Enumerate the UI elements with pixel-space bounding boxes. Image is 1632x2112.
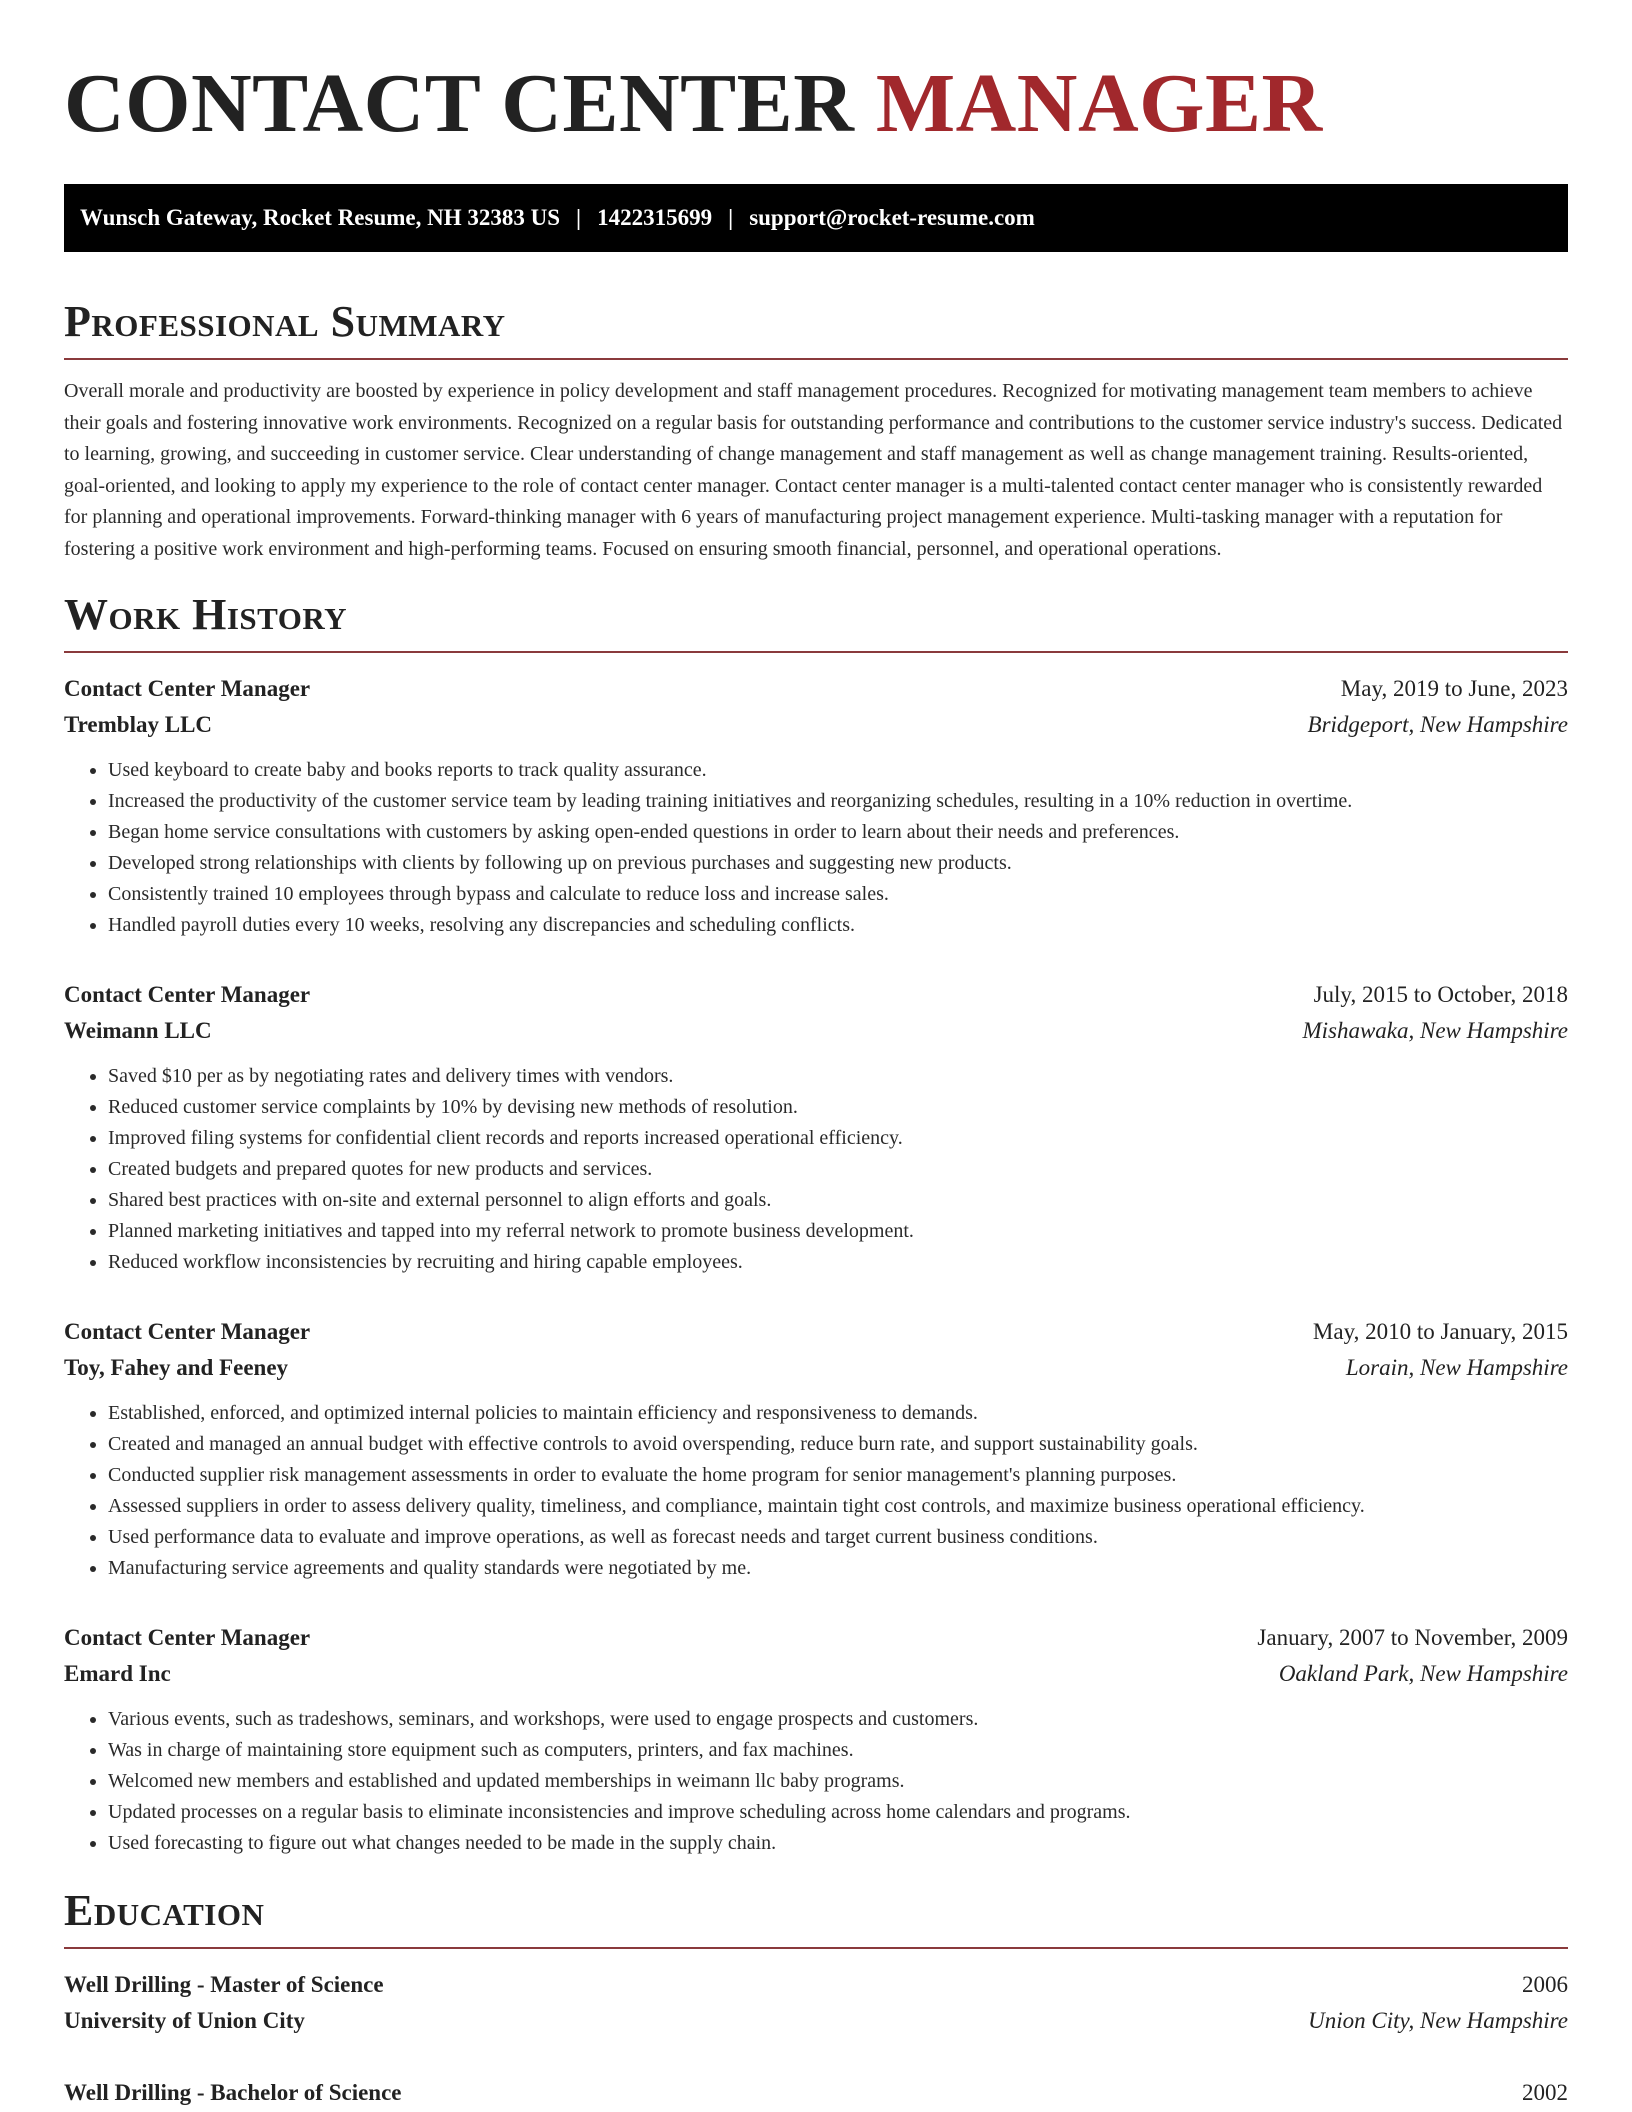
contact-bar — [64, 184, 1568, 252]
job-header-row — [64, 1314, 1568, 1350]
title-accent: MANAGER — [875, 57, 1323, 150]
education-entry — [64, 2075, 1568, 2111]
job-dates: July, 2015 to October, 2018 — [1313, 982, 1568, 1007]
contact-email: support@rocket-resume.com — [749, 205, 1035, 230]
job-bullet: • Conducted supplier risk management assessments in order to evaluate the home program for senior management's planning purposes. — [108, 1460, 1568, 1491]
job-entry — [64, 977, 1568, 1278]
job-header-row — [64, 977, 1568, 1013]
job-header-row — [64, 671, 1568, 707]
summary-heading: Professional Summary — [64, 297, 506, 346]
job-bullet: • Planned marketing initiatives and tapped into my referral network to promote business development. — [108, 1216, 1568, 1247]
job-dates: January, 2007 to November, 2009 — [1257, 1625, 1568, 1650]
job-dates: May, 2019 to June, 2023 — [1340, 676, 1568, 701]
job-bullet: • Reduced workflow inconsistencies by recruiting and hiring capable employees. — [108, 1247, 1568, 1278]
education-degree: Well Drilling - Bachelor of Science — [64, 2080, 402, 2105]
job-location: Lorain, New Hampshire — [1345, 1355, 1568, 1380]
job-title: Contact Center Manager — [64, 676, 311, 701]
job-entry — [64, 671, 1568, 941]
education-heading: Education — [64, 1886, 265, 1935]
education-header-row — [64, 2075, 1568, 2111]
job-bullets — [64, 755, 1568, 941]
job-company: Weimann LLC — [64, 1018, 212, 1043]
job-bullet: • Welcomed new members and established and updated memberships in weimann llc baby programs. — [108, 1766, 1568, 1797]
job-bullet: • Established, enforced, and optimized internal policies to maintain efficiency and responsiveness to demands. — [108, 1398, 1568, 1429]
job-bullet: • Began home service consultations with customers by asking open-ended questions in order to learn about their needs and preferences. — [108, 817, 1568, 848]
education-location: Union City, New Hampshire — [1308, 2008, 1568, 2033]
job-location: Oakland Park, New Hampshire — [1278, 1661, 1568, 1686]
education-school-row — [64, 2003, 1568, 2039]
job-title: Contact Center Manager — [64, 1625, 311, 1650]
work-history-section — [64, 589, 1568, 1859]
job-dates: May, 2010 to January, 2015 — [1312, 1319, 1568, 1344]
job-bullet: • Manufacturing service agreements and quality standards were negotiated by me. — [108, 1553, 1568, 1584]
job-entry — [64, 1620, 1568, 1859]
education-header-row — [64, 1967, 1568, 2003]
section-divider — [64, 358, 1568, 360]
job-title: Contact Center Manager — [64, 1319, 311, 1344]
contact-separator: | — [576, 205, 582, 230]
job-company-row — [64, 1656, 1568, 1692]
resume-title — [64, 0, 1568, 150]
job-bullet: • Reduced customer service complaints by 10% by devising new methods of resolution. — [108, 1092, 1568, 1123]
job-bullet: • Various events, such as tradeshows, seminars, and workshops, were used to engage prospects and customers. — [108, 1704, 1568, 1735]
job-company: Toy, Fahey and Feeney — [64, 1355, 289, 1380]
education-section — [64, 1885, 1568, 2111]
job-company-row — [64, 707, 1568, 743]
job-bullets — [64, 1398, 1568, 1584]
job-bullet: • Saved $10 per as by negotiating rates and delivery times with vendors. — [108, 1061, 1568, 1092]
job-bullet: • Consistently trained 10 employees through bypass and calculate to reduce loss and increase sales. — [108, 879, 1568, 910]
education-degree: Well Drilling - Master of Science — [64, 1972, 384, 1997]
job-company: Tremblay LLC — [64, 712, 213, 737]
job-title: Contact Center Manager — [64, 982, 311, 1007]
section-divider — [64, 1947, 1568, 1949]
section-divider — [64, 651, 1568, 653]
job-bullet: • Assessed suppliers in order to assess delivery quality, timeliness, and compliance, maintain tight cost controls, and maximize business operational efficiency. — [108, 1491, 1568, 1522]
education-school: University of Union City — [64, 2008, 305, 2033]
job-bullets — [64, 1704, 1568, 1859]
job-company-row — [64, 1013, 1568, 1049]
contact-phone: 1422315699 — [597, 205, 713, 230]
job-company: Emard Inc — [64, 1661, 171, 1686]
job-company-row — [64, 1350, 1568, 1386]
job-bullet: • Used forecasting to figure out what changes needed to be made in the supply chain. — [108, 1828, 1568, 1859]
education-year: 2002 — [1522, 2080, 1568, 2105]
contact-separator: | — [728, 205, 734, 230]
job-bullet: • Increased the productivity of the customer service team by leading training initiatives and reorganizing schedules, resulting in a 10% reduction in overtime. — [108, 786, 1568, 817]
job-header-row — [64, 1620, 1568, 1656]
job-bullet: • Updated processes on a regular basis to eliminate inconsistencies and improve scheduling across home calendars and programs. — [108, 1797, 1568, 1828]
summary-section — [64, 296, 1568, 565]
job-bullet: • Was in charge of maintaining store equipment such as computers, printers, and fax machines. — [108, 1735, 1568, 1766]
job-bullet: • Created and managed an annual budget with effective controls to avoid overspending, reduce burn rate, and support sustainability goals. — [108, 1429, 1568, 1460]
job-location: Bridgeport, New Hampshire — [1307, 712, 1568, 737]
work-history-heading: Work History — [64, 590, 348, 639]
education-entry — [64, 1967, 1568, 2039]
contact-address: Wunsch Gateway, Rocket Resume, NH 32383 US — [80, 205, 561, 230]
job-bullet: • Created budgets and prepared quotes for new products and services. — [108, 1154, 1568, 1185]
job-bullets — [64, 1061, 1568, 1278]
job-bullet: • Handled payroll duties every 10 weeks, resolving any discrepancies and scheduling conflicts. — [108, 910, 1568, 941]
job-bullet: • Improved filing systems for confidential client records and reports increased operational efficiency. — [108, 1123, 1568, 1154]
title-main: CONTACT CENTER — [64, 57, 855, 150]
job-location: Mishawaka, New Hampshire — [1302, 1018, 1568, 1043]
job-bullet: • Used performance data to evaluate and improve operations, as well as forecast needs and target current business conditions. — [108, 1522, 1568, 1553]
summary-text: Overall morale and productivity are boosted by experience in policy development and staff management procedures. Recognized for motivating management team members to achieve their goals and fostering innovative work environments. Recognized on a regular basis for outstanding performance and contributions to the customer service industry's success. Dedicated to learning, growing, and succeeding in customer service. Clear understanding of change management and staff management as well as change management training. Results-oriented, goal-oriented, and looking to apply my experience to the role of contact center manager. Contact center manager is a multi-talented contact center manager who is consistently rewarded for planning and operational improvements. Forward-thinking manager with 6 years of manufacturing project management experience. Multi-tasking manager with a reputation for fostering a positive work environment and high-performing teams. Focused on ensuring smooth financial, personnel, and operational operations. — [64, 380, 1563, 560]
job-bullet: • Developed strong relationships with clients by following up on previous purchases and suggesting new products. — [108, 848, 1568, 879]
job-bullet: • Used keyboard to create baby and books reports to track quality assurance. — [108, 755, 1568, 786]
job-bullet: • Shared best practices with on-site and external personnel to align efforts and goals. — [108, 1185, 1568, 1216]
education-year: 2006 — [1522, 1972, 1568, 1997]
job-entry — [64, 1314, 1568, 1584]
